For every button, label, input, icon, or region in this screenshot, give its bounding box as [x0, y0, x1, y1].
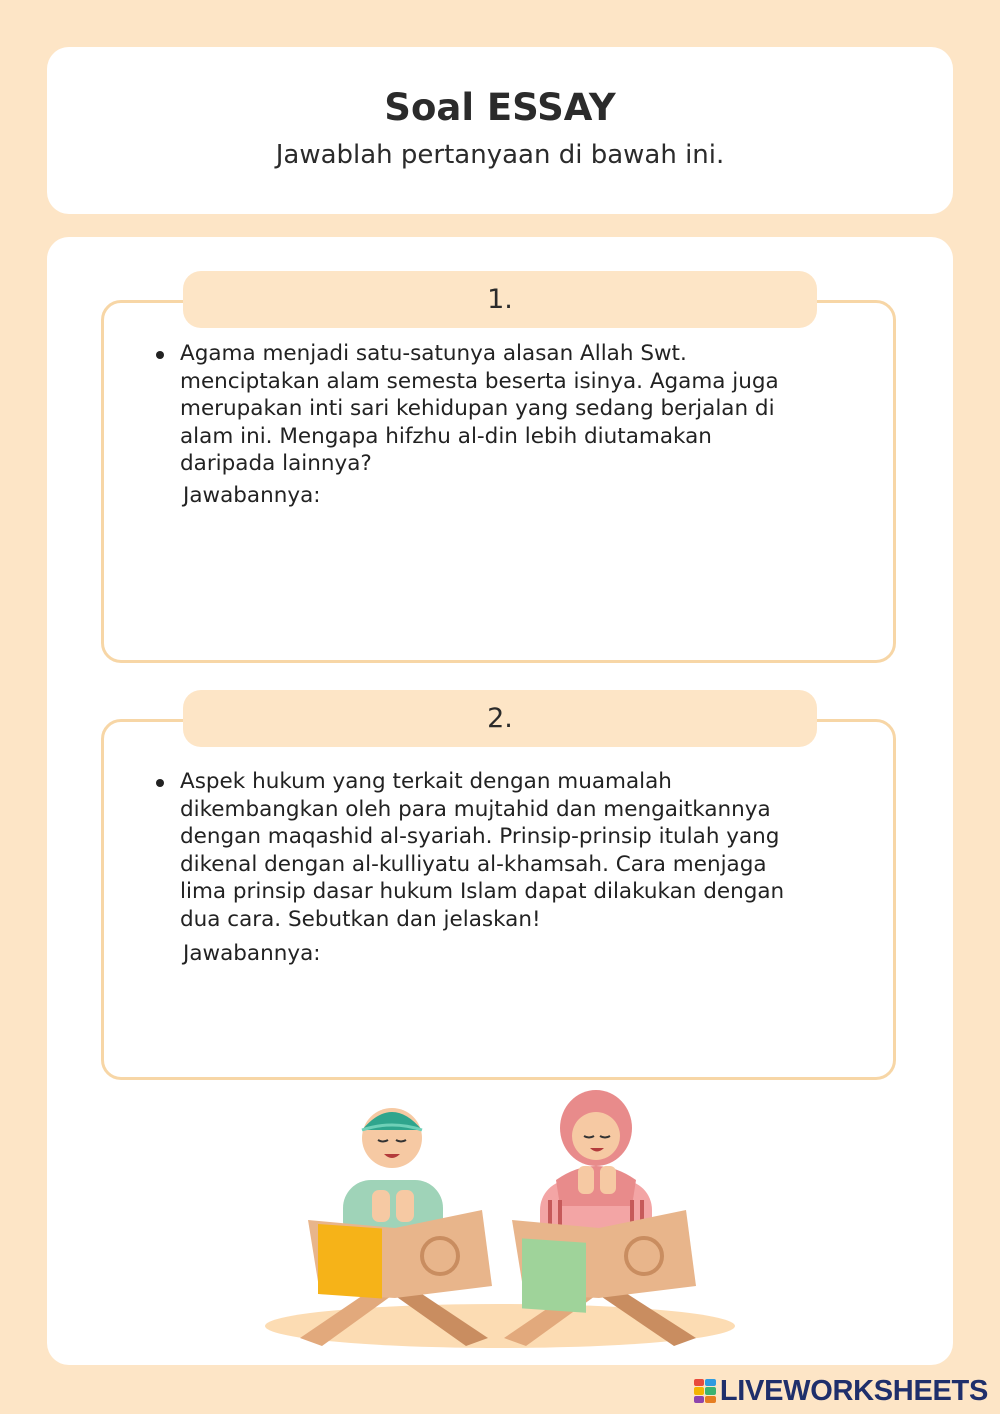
question-1-line: alam ini. Mengapa hifzhu al-din lebih diutamakan — [180, 423, 712, 449]
liveworksheets-logo-icon — [694, 1379, 716, 1403]
question-2-number: 2. — [183, 690, 817, 747]
question-2-line: Aspek hukum yang terkait dengan muamalah — [180, 769, 672, 794]
question-2-answer-label: Jawabannya: — [183, 941, 321, 966]
question-2-line: lima prinsip dasar hukum Islam dapat dilakukan dengan — [180, 879, 785, 904]
liveworksheets-logo-text: LIVEWORKSHEETS — [719, 1374, 988, 1407]
bullet-icon — [156, 351, 164, 359]
question-2-line: dikembangkan oleh para mujtahid dan mengaitkannya — [180, 796, 771, 822]
header-card — [47, 47, 953, 214]
liveworksheets-branding[interactable] — [694, 1374, 988, 1408]
question-2-line: dikenal dengan al-kulliyatu al-khamsah. Cara menjaga — [180, 851, 767, 877]
question-1-line: merupakan inti sari kehidupan yang sedang berjalan di — [180, 396, 775, 421]
question-2-line: dengan maqashid al-syariah. Prinsip-prinsip itulah yang — [180, 824, 780, 849]
page-subtitle: Jawablah pertanyaan di bawah ini. — [275, 140, 725, 170]
question-1-number: 1. — [183, 271, 817, 328]
page-title: Soal ESSAY — [384, 86, 616, 129]
question-1-answer-label: Jawabannya: — [183, 483, 321, 508]
bullet-icon — [156, 779, 164, 787]
question-1-text — [180, 340, 870, 478]
question-2-text — [180, 768, 870, 933]
children-reading-quran-illustration — [260, 1080, 740, 1350]
question-2-line: dua cara. Sebutkan dan jelaskan! — [180, 906, 541, 932]
question-1-line: menciptakan alam semesta beserta isinya. Agama juga — [180, 368, 779, 394]
question-1-line: Agama menjadi satu-satunya alasan Allah Swt. — [180, 341, 687, 366]
question-1-line: daripada lainnya? — [180, 451, 372, 476]
